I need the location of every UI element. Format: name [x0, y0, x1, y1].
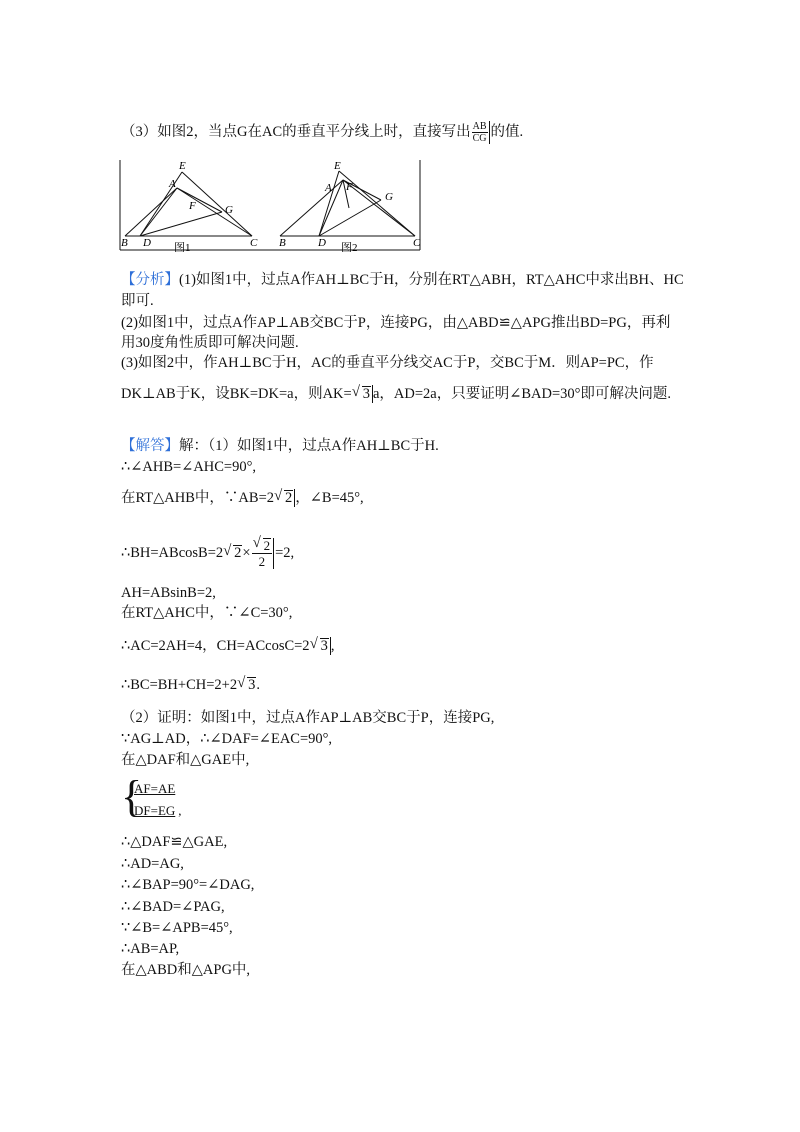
label-A: A [325, 182, 332, 194]
label-C: C [413, 237, 421, 249]
proof-line-8: ∵∠B=∠APB=45°, [121, 920, 233, 936]
question-3-tail: 的值. [490, 123, 524, 140]
left-brace: { [121, 772, 143, 821]
system-equation: DF=EG [134, 803, 176, 818]
solution-line-1 [121, 437, 439, 455]
analysis-text: a，AD=2a，只要证明∠BAD=30°即可解决问题. [372, 386, 672, 402]
analysis-text: DK⊥AB于K，设BK=DK=a，则AK= [121, 386, 352, 402]
radicand: 2 [285, 490, 293, 506]
solution-text: , [330, 638, 335, 654]
solution-line-2: ∴∠AHB=∠AHC=90°, [121, 459, 257, 475]
solution-line-5: AH=ABsinB=2, [121, 585, 216, 601]
analysis-line-2: 即可. [121, 293, 154, 309]
label-E: E [334, 160, 341, 172]
label-G: G [225, 204, 233, 216]
sqrt-3 [353, 385, 373, 403]
solution-line-3 [121, 489, 364, 507]
question-3-text: （3）如图2，当点G在AC的垂直平分线上时，直接写出 [121, 123, 471, 140]
solution-line-6: 在RT△AHC中，∵∠C=30°, [121, 605, 293, 621]
analysis-line-3: (2)如图1中，过点A作AP⊥AB交BC于P，连接PG，由△ABD≌△APG推出BD=PG，再利 [121, 315, 671, 331]
radicand: 3 [248, 677, 256, 693]
analysis-line-5: (3)如图2中，作AH⊥BC于H，AC的垂直平分线交AC于P，交BC于M．则AP=PC，作 [121, 355, 654, 371]
solution-text: . [256, 677, 260, 693]
solution-text: 在RT△AHB中，∵AB=2 [121, 490, 274, 506]
proof-line-2: ∵AG⊥AD，∴∠DAF=∠EAC=90°, [121, 731, 333, 747]
proof-line-1: （2）证明：如图1中，过点A作AP⊥AB交BC于P，连接PG, [121, 710, 495, 726]
sqrt-2 [254, 538, 272, 553]
system-row-1 [134, 781, 175, 797]
analysis-line-4: 用30度角性质即可解决问题. [121, 335, 299, 351]
label-D: D [318, 237, 326, 249]
proof-line-10: 在△ABD和△APG中, [121, 962, 251, 978]
proof-line-5: ∴AD=AG, [121, 856, 184, 872]
label-C: C [250, 237, 258, 249]
fraction-denominator: CG [472, 133, 487, 144]
system-comma: , [178, 803, 182, 818]
fraction-denominator: 2 [258, 554, 266, 569]
analysis-tag: 【分析】 [121, 272, 179, 288]
analysis-text: (1)如图1中，过点A作AH⊥BC于H，分别在RT△ABH，RT△AHC中求出BH、HC [179, 272, 684, 288]
sqrt-3 [311, 637, 331, 655]
solution-tag: 【解答】 [121, 438, 179, 454]
system-equation: AF=AE [134, 781, 176, 796]
label-B: B [121, 237, 128, 249]
fraction-numerator [252, 538, 273, 554]
label-A: A [169, 178, 176, 190]
proof-line-9: ∴AB=AP, [121, 941, 180, 957]
solution-text: =2, [275, 544, 295, 561]
geometry-figures [119, 160, 424, 252]
proof-line-6: ∴∠BAP=90°=∠DAG, [121, 877, 255, 893]
fig1-caption: 图1 [174, 242, 191, 252]
proof-line-7: ∴∠BAD=∠PAG, [121, 899, 225, 915]
analysis-line-6 [121, 385, 671, 403]
fraction-numerator: AB [472, 121, 487, 132]
solution-text: 解：（1）如图1中，过点A作AH⊥BC于H. [179, 438, 439, 454]
solution-text: ∴BH=ABcosB=2 [121, 544, 224, 561]
analysis-line-1 [121, 271, 684, 289]
solution-line-8 [121, 676, 260, 694]
label-G: G [385, 191, 393, 203]
radicand: 2 [234, 544, 242, 561]
sqrt-2 [275, 489, 295, 507]
proof-line-4: ∴△DAF≌△GAE, [121, 834, 228, 850]
label-F: F [189, 200, 196, 212]
sqrt2-over-2-fraction [252, 538, 275, 569]
sqrt-2 [224, 544, 242, 562]
label-B: B [279, 237, 286, 249]
proof-line-3: 在△DAF和△GAE中, [121, 752, 250, 768]
solution-text: ∴BC=BH+CH=2+2 [121, 677, 238, 693]
label-D: D [143, 237, 151, 249]
solution-line-7 [121, 637, 334, 655]
ab-over-cg-fraction [472, 121, 490, 144]
radicand: 3 [362, 386, 370, 402]
question-3 [121, 121, 523, 144]
radicand: 3 [320, 638, 328, 654]
radicand: 2 [263, 538, 271, 553]
sqrt-3 [238, 676, 256, 694]
solution-line-4 [121, 538, 294, 569]
solution-text: ∴AC=2AH=4，CH=ACcosC=2 [121, 638, 310, 654]
fig2-caption: 图2 [341, 242, 358, 252]
system-row-2 [134, 803, 182, 819]
solution-text: ，∠B=45°, [295, 490, 364, 506]
label-F: F [346, 181, 353, 193]
times-sign: × [242, 544, 251, 561]
label-E: E [179, 160, 186, 172]
